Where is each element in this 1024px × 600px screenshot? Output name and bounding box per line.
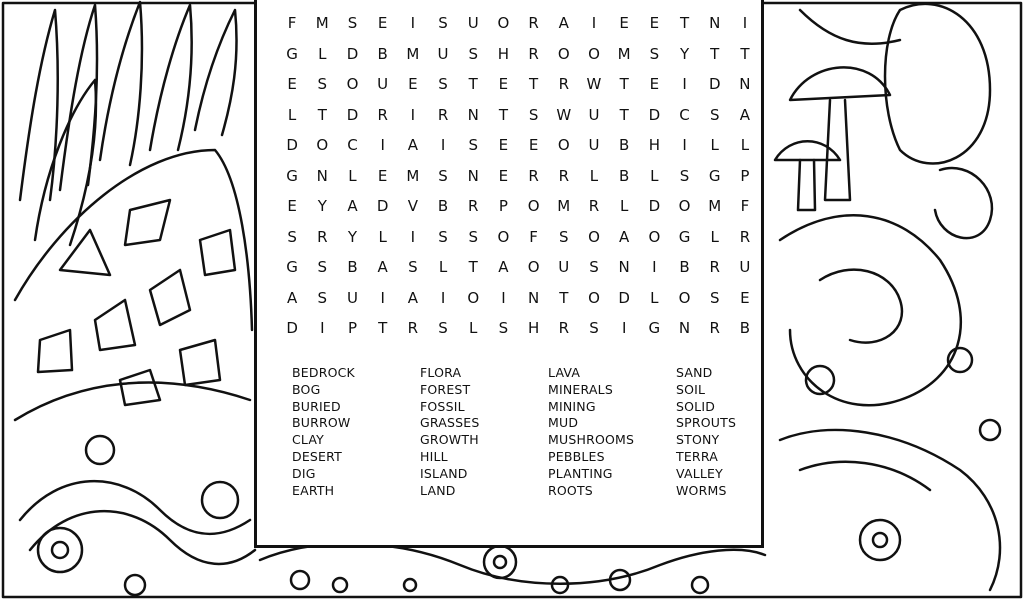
grid-letter[interactable]: I — [501, 288, 506, 307]
grid-letter[interactable]: F — [740, 197, 750, 216]
grid-letter[interactable]: N — [316, 166, 328, 185]
grid-letter[interactable]: O — [316, 136, 329, 155]
grid-letter[interactable]: L — [438, 258, 448, 277]
word-list-column — [548, 365, 676, 499]
grid-letter[interactable]: S — [408, 258, 418, 277]
grid-letter[interactable]: O — [678, 288, 691, 307]
word-list-item: DESERT — [292, 448, 342, 464]
grid-letter[interactable]: H — [527, 319, 540, 338]
grid-letter[interactable]: S — [498, 319, 509, 338]
grid-letter[interactable]: O — [527, 258, 540, 277]
grid-letter[interactable]: R — [437, 105, 449, 124]
grid-letter[interactable]: T — [498, 105, 508, 124]
grid-letter[interactable]: A — [407, 288, 418, 307]
grid-letter[interactable]: R — [407, 319, 419, 338]
grid-letter[interactable]: T — [559, 288, 569, 307]
grid-letter[interactable]: B — [679, 258, 690, 277]
grid-letter[interactable]: T — [679, 14, 690, 33]
grid-letter[interactable]: S — [317, 75, 328, 94]
grid-letter[interactable]: E — [377, 166, 388, 185]
grid-letter[interactable]: L — [650, 166, 659, 185]
grid-letter[interactable]: R — [468, 197, 479, 216]
grid-letter[interactable]: T — [317, 105, 327, 124]
word-list-item: SAND — [676, 365, 713, 380]
grid-row — [277, 161, 760, 192]
grid-row — [277, 191, 760, 222]
grid-row — [277, 130, 760, 161]
grid-letter[interactable]: S — [468, 44, 478, 63]
grid-letter[interactable]: G — [678, 227, 691, 246]
grid-letter[interactable]: A — [407, 136, 418, 155]
grass-blade-icon — [20, 10, 58, 200]
grid-letter[interactable]: A — [619, 227, 630, 246]
grid-letter[interactable]: B — [437, 197, 449, 216]
word-list-item: MUD — [548, 415, 579, 431]
grid-letter[interactable]: I — [682, 136, 687, 155]
grid-letter[interactable]: G — [286, 44, 298, 63]
grid-letter[interactable]: I — [440, 288, 446, 307]
word-search-panel — [254, 0, 764, 548]
grid-letter[interactable]: U — [437, 44, 449, 63]
grid-letter[interactable]: I — [410, 105, 416, 124]
grid-letter[interactable]: S — [468, 136, 478, 155]
grid-row — [277, 100, 760, 131]
grid-letter[interactable]: S — [709, 288, 720, 307]
grid-row — [277, 252, 760, 283]
grid-letter[interactable]: M — [406, 166, 420, 185]
grid-letter[interactable]: R — [588, 197, 600, 216]
grid-letter[interactable]: S — [438, 75, 448, 94]
word-list-item: HILL — [420, 448, 448, 464]
grid-letter[interactable]: N — [678, 319, 691, 338]
grid-letter[interactable]: S — [317, 288, 328, 307]
word-list-item: GRASSES — [420, 415, 480, 431]
grid-letter[interactable]: E — [649, 14, 660, 33]
word-list-item: BEDROCK — [292, 365, 355, 380]
grid-letter[interactable]: G — [708, 166, 721, 185]
word-list-item: BURROW — [292, 415, 351, 431]
grid-letter[interactable]: I — [742, 14, 748, 33]
grid-letter[interactable]: I — [591, 14, 597, 33]
grid-letter[interactable]: T — [468, 75, 478, 94]
grid-letter[interactable]: L — [710, 227, 719, 246]
grid-letter[interactable]: L — [348, 166, 357, 185]
word-list-item: PEBBLES — [548, 448, 605, 464]
word-list-item: VALLEY — [676, 465, 723, 481]
grid-letter[interactable]: M — [708, 197, 722, 216]
word-list-item: FOSSIL — [420, 398, 465, 414]
grid-letter[interactable]: I — [320, 319, 325, 338]
word-list-item: DIG — [292, 465, 316, 481]
grid-letter[interactable]: E — [619, 14, 629, 33]
grid-letter[interactable]: I — [410, 227, 416, 246]
grid-letter[interactable]: B — [377, 44, 388, 63]
grid-row — [277, 8, 760, 39]
grid-letter[interactable]: E — [377, 14, 388, 33]
grid-letter[interactable]: E — [498, 136, 509, 155]
grid-letter[interactable]: F — [287, 14, 297, 33]
grid-letter[interactable]: R — [709, 319, 720, 338]
grid-letter[interactable]: E — [287, 75, 297, 94]
grid-letter[interactable]: C — [679, 105, 690, 124]
grid-letter[interactable]: U — [739, 258, 751, 277]
grid-letter[interactable]: A — [498, 258, 509, 277]
grid-letter[interactable]: R — [739, 227, 751, 246]
grid-letter[interactable]: E — [740, 288, 750, 307]
grid-letter[interactable]: A — [739, 105, 751, 124]
grid-letter[interactable]: O — [678, 197, 691, 216]
word-list-item: SPROUTS — [676, 415, 737, 431]
grid-letter[interactable]: O — [557, 136, 570, 155]
grid-letter[interactable]: U — [467, 14, 479, 33]
word-list-item: BOG — [292, 381, 321, 397]
word-list-item: ROOTS — [548, 482, 593, 498]
word-list-column — [676, 365, 786, 499]
grid-letter[interactable]: L — [619, 197, 629, 216]
grid-letter[interactable]: B — [619, 136, 630, 155]
grid-letter[interactable]: A — [377, 258, 388, 277]
grid-letter[interactable]: L — [589, 166, 599, 185]
word-list-column — [292, 365, 420, 499]
grid-letter[interactable]: L — [378, 227, 387, 246]
grid-letter[interactable]: S — [709, 105, 720, 124]
grid-letter[interactable]: P — [498, 197, 508, 216]
grid-letter[interactable]: T — [710, 44, 720, 63]
grid-letter[interactable]: I — [380, 288, 385, 307]
grid-letter[interactable]: D — [708, 75, 721, 94]
grid-row — [277, 313, 760, 344]
grid-letter[interactable]: I — [682, 75, 687, 94]
grid-letter[interactable]: L — [710, 136, 719, 155]
grid-letter[interactable]: O — [648, 227, 661, 246]
grid-letter[interactable]: N — [618, 258, 630, 277]
grid-letter[interactable]: S — [287, 227, 297, 246]
grid-letter[interactable]: H — [648, 136, 660, 155]
grid-letter[interactable]: D — [376, 197, 389, 216]
grid-letter[interactable]: D — [346, 105, 359, 124]
mushroom-icon — [790, 67, 890, 100]
grid-letter[interactable]: V — [407, 197, 418, 216]
word-list-item: STONY — [676, 432, 720, 448]
grid-row — [277, 222, 760, 253]
grid-letter[interactable]: R — [709, 258, 720, 277]
grid-letter[interactable]: S — [438, 166, 448, 185]
grid-letter[interactable]: O — [467, 288, 480, 307]
grid-letter[interactable]: U — [588, 105, 600, 124]
grid-letter[interactable]: I — [380, 136, 385, 155]
grid-letter[interactable]: S — [649, 44, 660, 63]
grid-letter[interactable]: U — [558, 258, 570, 277]
grid-letter[interactable]: T — [468, 258, 478, 277]
word-list — [292, 365, 752, 499]
grid-letter[interactable]: D — [346, 44, 359, 63]
grid-letter[interactable]: U — [588, 136, 600, 155]
grid-letter[interactable]: A — [347, 197, 358, 216]
grid-letter[interactable]: O — [588, 44, 600, 63]
grid-letter[interactable]: P — [347, 319, 357, 338]
grid-letter[interactable]: R — [528, 14, 539, 33]
grid-letter[interactable]: C — [347, 136, 358, 155]
grid-letter[interactable]: R — [528, 44, 539, 63]
grid-letter[interactable]: D — [648, 197, 661, 216]
grid-letter[interactable]: U — [377, 75, 389, 94]
grid-letter[interactable]: O — [346, 75, 359, 94]
grid-letter[interactable]: R — [377, 105, 388, 124]
grid-letter[interactable]: M — [315, 14, 329, 33]
grid-letter[interactable]: I — [621, 319, 627, 338]
grid-row — [277, 283, 760, 314]
grid-letter[interactable]: S — [589, 258, 599, 277]
grid-letter[interactable]: S — [589, 319, 599, 338]
grid-letter[interactable]: R — [558, 319, 569, 338]
grid-row — [277, 69, 760, 100]
grid-letter[interactable]: N — [467, 105, 479, 124]
grid-letter[interactable]: I — [440, 136, 446, 155]
grid-letter[interactable]: T — [740, 44, 750, 63]
grid-letter[interactable]: S — [559, 227, 569, 246]
grid-letter[interactable]: L — [650, 288, 659, 307]
grid-letter[interactable]: O — [588, 288, 600, 307]
grid-letter[interactable]: D — [286, 319, 298, 338]
word-list-item: SOIL — [676, 381, 706, 397]
grid-letter[interactable]: R — [317, 227, 328, 246]
grid-letter[interactable]: O — [557, 44, 570, 63]
grid-letter[interactable]: E — [408, 75, 418, 94]
grid-letter[interactable]: S — [347, 14, 358, 33]
grid-letter[interactable]: O — [497, 227, 510, 246]
grid-letter[interactable]: S — [528, 105, 539, 124]
grid-letter[interactable]: A — [558, 14, 569, 33]
grid-letter[interactable]: Y — [679, 44, 690, 63]
grid-letter[interactable]: S — [317, 258, 328, 277]
word-list-item: MINERALS — [548, 381, 613, 397]
grid-letter[interactable]: I — [652, 258, 657, 277]
grid-row — [277, 39, 760, 70]
word-list-item: ISLAND — [420, 465, 468, 481]
grid-letter[interactable]: Y — [347, 227, 358, 246]
word-list-item: BURIED — [292, 398, 341, 414]
word-list-item: TERRA — [676, 448, 718, 464]
grid-letter[interactable]: N — [467, 166, 479, 185]
grid-letter[interactable]: S — [468, 227, 478, 246]
grid-letter[interactable]: B — [619, 166, 630, 185]
grid-letter[interactable]: L — [740, 136, 750, 155]
grid-letter[interactable]: M — [557, 197, 571, 216]
grid-letter[interactable]: G — [648, 319, 661, 338]
grid-letter[interactable]: H — [497, 44, 510, 63]
word-list-item: CLAY — [292, 432, 324, 448]
grid-letter[interactable]: N — [527, 288, 540, 307]
word-list-item: LAND — [420, 482, 456, 498]
grid-letter[interactable]: A — [286, 288, 298, 307]
grid-letter[interactable]: L — [318, 44, 327, 63]
letter-grid — [277, 8, 760, 344]
grid-letter[interactable]: L — [469, 319, 478, 338]
grid-letter[interactable]: D — [286, 136, 298, 155]
word-list-column — [420, 365, 548, 499]
grid-letter[interactable]: G — [286, 258, 298, 277]
word-list-item: WORMS — [676, 482, 727, 498]
grid-letter[interactable]: T — [619, 105, 629, 124]
word-list-item: GROWTH — [420, 432, 479, 448]
grid-letter[interactable]: E — [498, 166, 509, 185]
word-list-item: SOLID — [676, 398, 716, 414]
word-list-item: MUSHROOMS — [548, 432, 635, 448]
grid-letter[interactable]: N — [739, 75, 751, 94]
grid-letter[interactable]: O — [527, 197, 540, 216]
word-list-item: PLANTING — [548, 465, 613, 481]
grid-letter[interactable]: R — [528, 166, 539, 185]
grid-letter[interactable]: S — [438, 227, 448, 246]
grid-letter[interactable]: D — [648, 105, 661, 124]
grid-letter[interactable]: M — [617, 44, 631, 63]
word-list-item: FLORA — [420, 365, 462, 380]
grid-letter[interactable]: E — [649, 75, 660, 94]
word-list-item: EARTH — [292, 482, 335, 498]
word-list-item: MINING — [548, 398, 596, 414]
grid-letter[interactable]: T — [619, 75, 629, 94]
grid-letter[interactable]: S — [438, 14, 448, 33]
grid-letter[interactable]: S — [438, 319, 448, 338]
grid-letter[interactable]: F — [529, 227, 538, 246]
grid-letter[interactable]: R — [558, 166, 569, 185]
grid-letter[interactable]: E — [498, 75, 509, 94]
grid-letter[interactable]: B — [739, 319, 751, 338]
grid-letter[interactable]: G — [286, 166, 298, 185]
grid-letter[interactable]: T — [378, 319, 388, 338]
word-list-item: FOREST — [420, 381, 471, 397]
grid-letter[interactable]: B — [347, 258, 358, 277]
grid-letter[interactable]: W — [586, 75, 602, 94]
grid-letter[interactable]: E — [528, 136, 539, 155]
grid-letter[interactable]: W — [556, 105, 572, 124]
grid-letter[interactable]: N — [709, 14, 721, 33]
grid-letter[interactable]: T — [529, 75, 539, 94]
grid-letter[interactable]: Y — [317, 197, 327, 216]
grid-letter[interactable]: O — [497, 14, 510, 33]
grid-letter[interactable]: U — [346, 288, 358, 307]
grid-letter[interactable]: O — [588, 227, 600, 246]
grid-letter[interactable]: R — [558, 75, 569, 94]
word-list-item: LAVA — [548, 365, 581, 380]
grid-letter[interactable]: E — [287, 197, 297, 216]
grid-letter[interactable]: M — [406, 44, 420, 63]
grid-letter[interactable]: D — [618, 288, 630, 307]
grid-letter[interactable]: L — [287, 105, 297, 124]
grid-letter[interactable]: P — [740, 166, 750, 185]
grid-letter[interactable]: S — [679, 166, 690, 185]
grid-letter[interactable]: I — [410, 14, 416, 33]
